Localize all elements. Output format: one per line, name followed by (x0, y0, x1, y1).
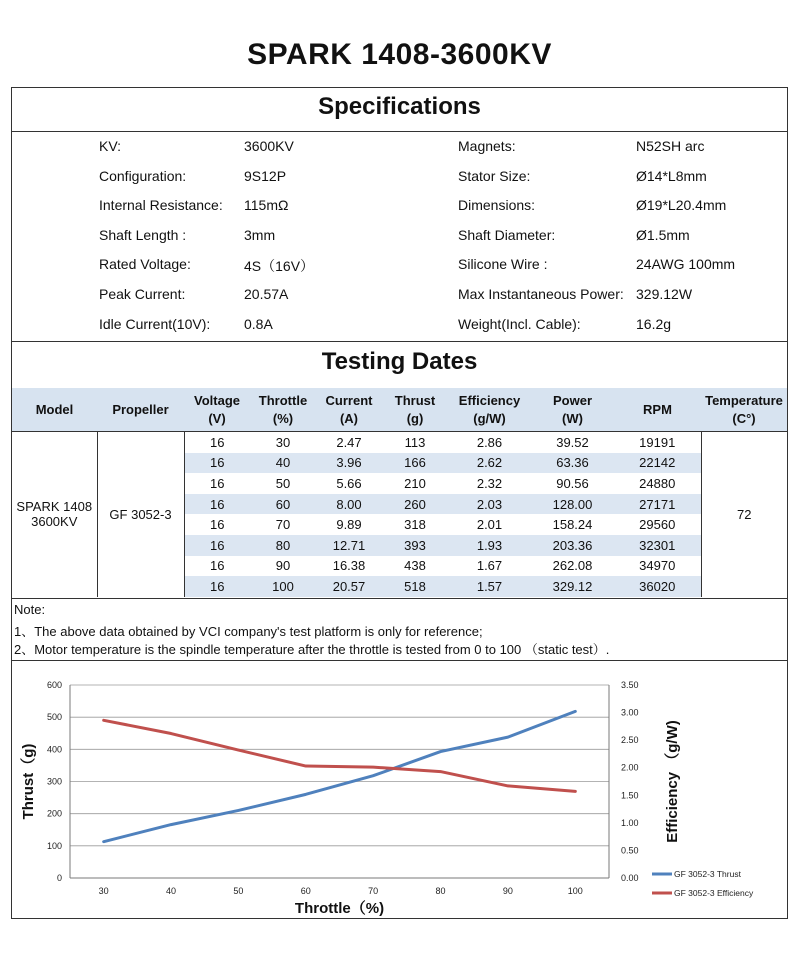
header-unit: (C°) (732, 410, 756, 426)
table-cell: 19191 (639, 434, 676, 450)
table-cell: 20.57 (316, 576, 382, 597)
table-cell: 2.47 (336, 434, 362, 450)
column-header (448, 388, 531, 432)
table-cell: 329.12 (531, 576, 614, 597)
header-label: Propeller (112, 401, 169, 417)
x-tick-label: 90 (502, 886, 513, 896)
column-header (316, 388, 382, 432)
y-tick-label: 100 (46, 840, 62, 851)
spec-label: Peak Current: (99, 286, 186, 302)
header-label: Voltage (194, 392, 240, 408)
test-data-table (12, 388, 787, 597)
spec-label: Rated Voltage: (99, 256, 191, 273)
spec-value: 9S12P (244, 167, 287, 184)
table-cell: 16 (210, 558, 225, 574)
table-cell: 1.93 (448, 535, 531, 556)
spec-label: KV: (99, 138, 122, 154)
y2-tick-label: 1.00 (621, 817, 639, 828)
table-cell: 5.66 (336, 475, 362, 491)
spec-value: 115mΩ (244, 197, 289, 214)
table-cell: 70 (275, 517, 291, 533)
table-cell: 260 (382, 494, 448, 515)
spec-value: Ø1.5mm (636, 226, 690, 243)
page-title: SPARK 1408-3600KV (247, 38, 552, 71)
specifications-heading: Specifications (318, 93, 481, 120)
spec-value: 3mm (244, 226, 276, 243)
table-cell: 3.96 (316, 453, 382, 474)
spec-value: N52SH arc (636, 138, 705, 154)
column-header (701, 388, 787, 432)
table-cell: 318 (404, 517, 426, 533)
column-header (12, 388, 97, 432)
spec-label: Configuration: (99, 167, 187, 184)
divider (12, 660, 787, 661)
divider (12, 341, 787, 342)
table-cell: 16 (184, 494, 250, 515)
table-cell: 203.36 (531, 535, 614, 556)
table-cell: 39.52 (556, 434, 589, 450)
table-cell: 128.00 (531, 494, 614, 515)
column-header (184, 388, 250, 432)
table-header-row (12, 388, 787, 432)
spec-label: Stator Size: (458, 167, 531, 184)
table-cell: 50 (275, 475, 291, 491)
x-tick-label: 50 (233, 886, 244, 896)
table-cell: 2.62 (448, 453, 531, 474)
spec-value: 20.57A (244, 286, 289, 302)
table-cell: 2.01 (476, 517, 503, 533)
spec-value: Ø19*L20.4mm (636, 197, 727, 214)
table-cell: 63.36 (531, 453, 614, 474)
header-unit: (g) (406, 410, 424, 426)
spec-label: Magnets: (458, 138, 516, 154)
table-cell: 518 (382, 576, 448, 597)
spec-value: 0.8A (244, 315, 273, 332)
table-cell: 262.08 (552, 558, 593, 574)
header-label: Efficiency (458, 392, 521, 408)
table-cell: 60 (250, 494, 316, 515)
table-cell: 80 (250, 535, 316, 556)
header-label: Power (552, 392, 592, 408)
header-label: RPM (643, 401, 672, 417)
table-cell: 32301 (614, 535, 701, 556)
table-cell: 27171 (614, 494, 701, 515)
spec-label: Dimensions: (458, 197, 536, 214)
table-cell: 393 (382, 535, 448, 556)
x-tick-label: 70 (368, 886, 379, 896)
y2-axis-title: Efficiency （g/W) (664, 720, 681, 843)
spec-label: Max Instantaneous Power: (458, 286, 624, 302)
table-cell: 16 (184, 453, 250, 474)
header-label: Temperature (705, 392, 783, 408)
x-tick-label: 60 (300, 886, 311, 896)
note-title: Note: (14, 602, 46, 617)
table-cell: 90.56 (556, 475, 589, 491)
spec-value: 24AWG 100mm (636, 256, 736, 273)
divider (12, 598, 787, 599)
y-tick-label: 500 (46, 712, 62, 723)
header-label: Current (325, 392, 373, 408)
spec-label: Shaft Diameter: (458, 226, 556, 243)
column-header (531, 388, 614, 432)
table-cell: 438 (404, 558, 426, 574)
note-line-1: 1、The above data obtained by VCI company's test platform is only for reference; (14, 624, 483, 639)
spec-label: Idle Current(10V): (99, 315, 211, 332)
y2-tick-label: 0.00 (621, 873, 639, 883)
column-header (97, 388, 184, 432)
temperature-cell: 72 (701, 432, 787, 597)
table-cell: 2.86 (476, 434, 503, 450)
spec-value: 329.12W (636, 286, 693, 302)
y2-tick-label: 3.00 (621, 707, 639, 718)
y-tick-label: 300 (46, 776, 62, 787)
table-cell: 1.67 (476, 558, 503, 574)
table-cell: 2.32 (476, 475, 503, 491)
table-cell: 113 (404, 434, 426, 450)
table-cell: 210 (404, 475, 426, 491)
column-header (382, 388, 448, 432)
y-tick-label: 400 (46, 744, 62, 755)
table-cell: 16 (184, 576, 250, 597)
table-cell: 16 (210, 434, 225, 450)
x-axis-title: Throttle（%) (294, 900, 385, 917)
spec-label: Internal Resistance: (99, 197, 223, 214)
header-unit: (W) (562, 410, 583, 426)
x-tick-label: 100 (567, 886, 583, 896)
table-cell: 16 (210, 475, 225, 491)
table-cell: 40 (250, 453, 316, 474)
y2-tick-label: 1.50 (621, 790, 639, 801)
table-cell: 8.00 (316, 494, 382, 515)
table-cell: 166 (382, 453, 448, 474)
table-cell: 16 (184, 535, 250, 556)
header-label: Model (35, 401, 74, 417)
propeller-cell: GF 3052-3 (97, 432, 184, 597)
header-label: Thrust (394, 392, 436, 408)
model-line-2: 3600KV (31, 514, 78, 530)
spec-value: 4S（16V） (244, 258, 315, 275)
table-cell: 158.24 (552, 517, 593, 533)
table-cell: 2.03 (448, 494, 531, 515)
table-cell: 1.57 (448, 576, 531, 597)
table-cell: 34970 (639, 558, 676, 574)
table-cell: 30 (275, 434, 291, 450)
model-line-1: SPARK 1408 (16, 499, 93, 515)
spec-label: Weight(Incl. Cable): (458, 315, 581, 332)
header-unit: (g/W) (473, 410, 506, 426)
spec-label: Silicone Wire : (458, 256, 548, 273)
y-tick-label: 200 (46, 808, 62, 819)
header-unit: (A) (339, 410, 359, 426)
column-header (250, 388, 316, 432)
spec-value: 16.2g (636, 315, 672, 332)
header-label: Throttle (258, 392, 308, 408)
model-cell (12, 432, 97, 597)
header-unit: (V) (208, 410, 226, 426)
table-cell: 12.71 (316, 535, 382, 556)
y2-tick-label: 0.50 (621, 845, 639, 856)
y2-tick-label: 3.50 (621, 680, 639, 690)
spec-value: Ø14*L8mm (636, 167, 707, 184)
table-cell: 100 (250, 576, 316, 597)
spec-value: 3600KV (244, 138, 294, 154)
x-tick-label: 30 (98, 886, 109, 896)
divider (12, 131, 787, 132)
spec-sheet-frame (11, 87, 788, 919)
y2-tick-label: 2.50 (621, 735, 639, 746)
testing-heading: Testing Dates (321, 348, 478, 375)
table-body (12, 432, 787, 597)
y-tick-label: 600 (46, 680, 62, 690)
table-cell: 24880 (639, 475, 676, 491)
table-cell: 16.38 (332, 558, 366, 574)
y-axis-title: Thrust（g) (20, 743, 37, 820)
x-tick-label: 40 (166, 886, 177, 896)
note-line-2: 2、Motor temperature is the spindle temperature after the throttle is tested from 0 to 100 （static test）. (14, 642, 610, 657)
x-tick-label: 80 (435, 886, 446, 896)
table-cell: 29560 (639, 517, 676, 533)
spec-label: Shaft Length : (99, 226, 187, 243)
table-cell: 9.89 (336, 517, 362, 533)
column-header (614, 388, 701, 432)
legend-label: GF 3052-3 Thrust (674, 869, 741, 879)
y-tick-label: 0 (56, 873, 62, 883)
y2-tick-label: 2.00 (621, 762, 639, 773)
table-cell: 22142 (614, 453, 701, 474)
table-row (12, 432, 787, 453)
table-cell: 16 (210, 517, 225, 533)
table-cell: 36020 (614, 576, 701, 597)
header-unit: (%) (272, 410, 294, 426)
legend-label: GF 3052-3 Efficiency (674, 888, 754, 898)
table-cell: 90 (275, 558, 291, 574)
